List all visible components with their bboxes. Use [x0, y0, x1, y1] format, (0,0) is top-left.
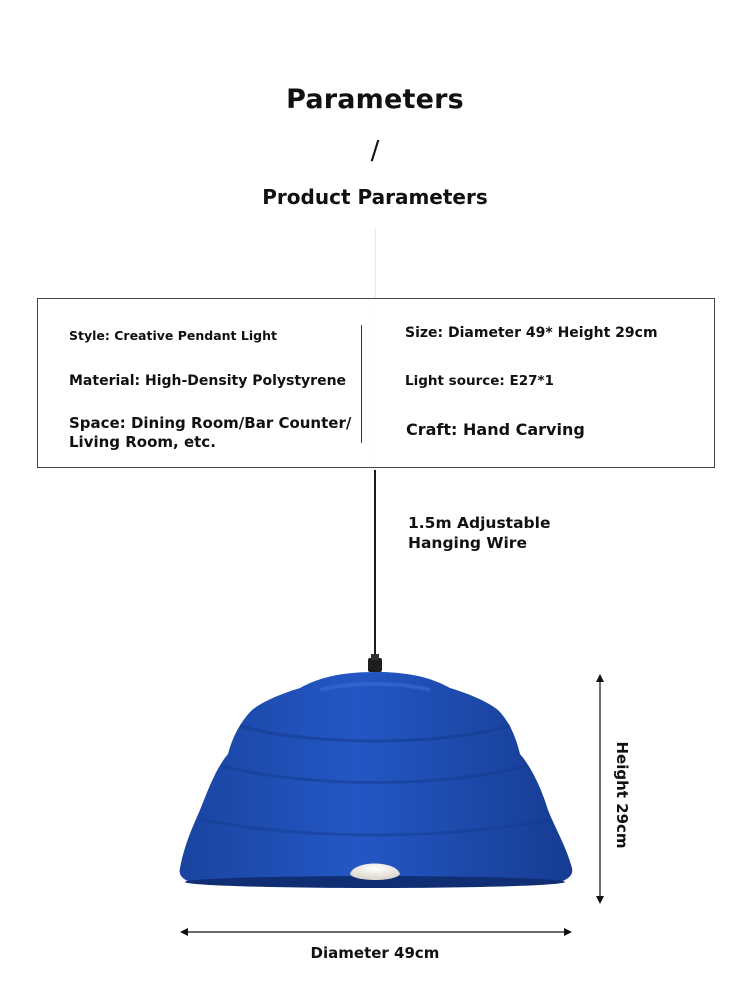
lamp-socket-cap: [371, 654, 379, 660]
parameters-divider: [361, 325, 362, 443]
title-separator: /: [370, 136, 380, 166]
param-craft: Craft: Hand Carving: [406, 420, 585, 439]
diameter-label: Diameter 49cm: [310, 944, 440, 962]
wire-label-line2: Hanging Wire: [408, 534, 527, 552]
height-arrow: [592, 674, 608, 904]
page-subtitle: Product Parameters: [262, 185, 488, 209]
lamp-shade: [180, 672, 573, 886]
param-style: Style: Creative Pendant Light: [69, 328, 277, 343]
height-label: Height 29cm: [613, 741, 631, 849]
param-space-line2: Living Room, etc.: [69, 433, 216, 451]
param-material: Material: High-Density Polystyrene: [69, 373, 347, 389]
hanging-wire: [374, 470, 376, 660]
param-light-source: Light source: E27*1: [405, 373, 554, 389]
param-space: [69, 414, 354, 452]
param-size: Size: Diameter 49* Height 29cm: [405, 325, 658, 341]
wire-label-line1: 1.5m Adjustable: [408, 514, 551, 532]
page-title: Parameters: [286, 84, 464, 115]
param-space-line1: Space: Dining Room/Bar Counter/: [69, 414, 352, 432]
lamp-socket: [368, 658, 382, 672]
diameter-arrow: [180, 924, 572, 940]
wire-label: [408, 513, 568, 553]
pendant-lamp-image: [170, 650, 580, 890]
